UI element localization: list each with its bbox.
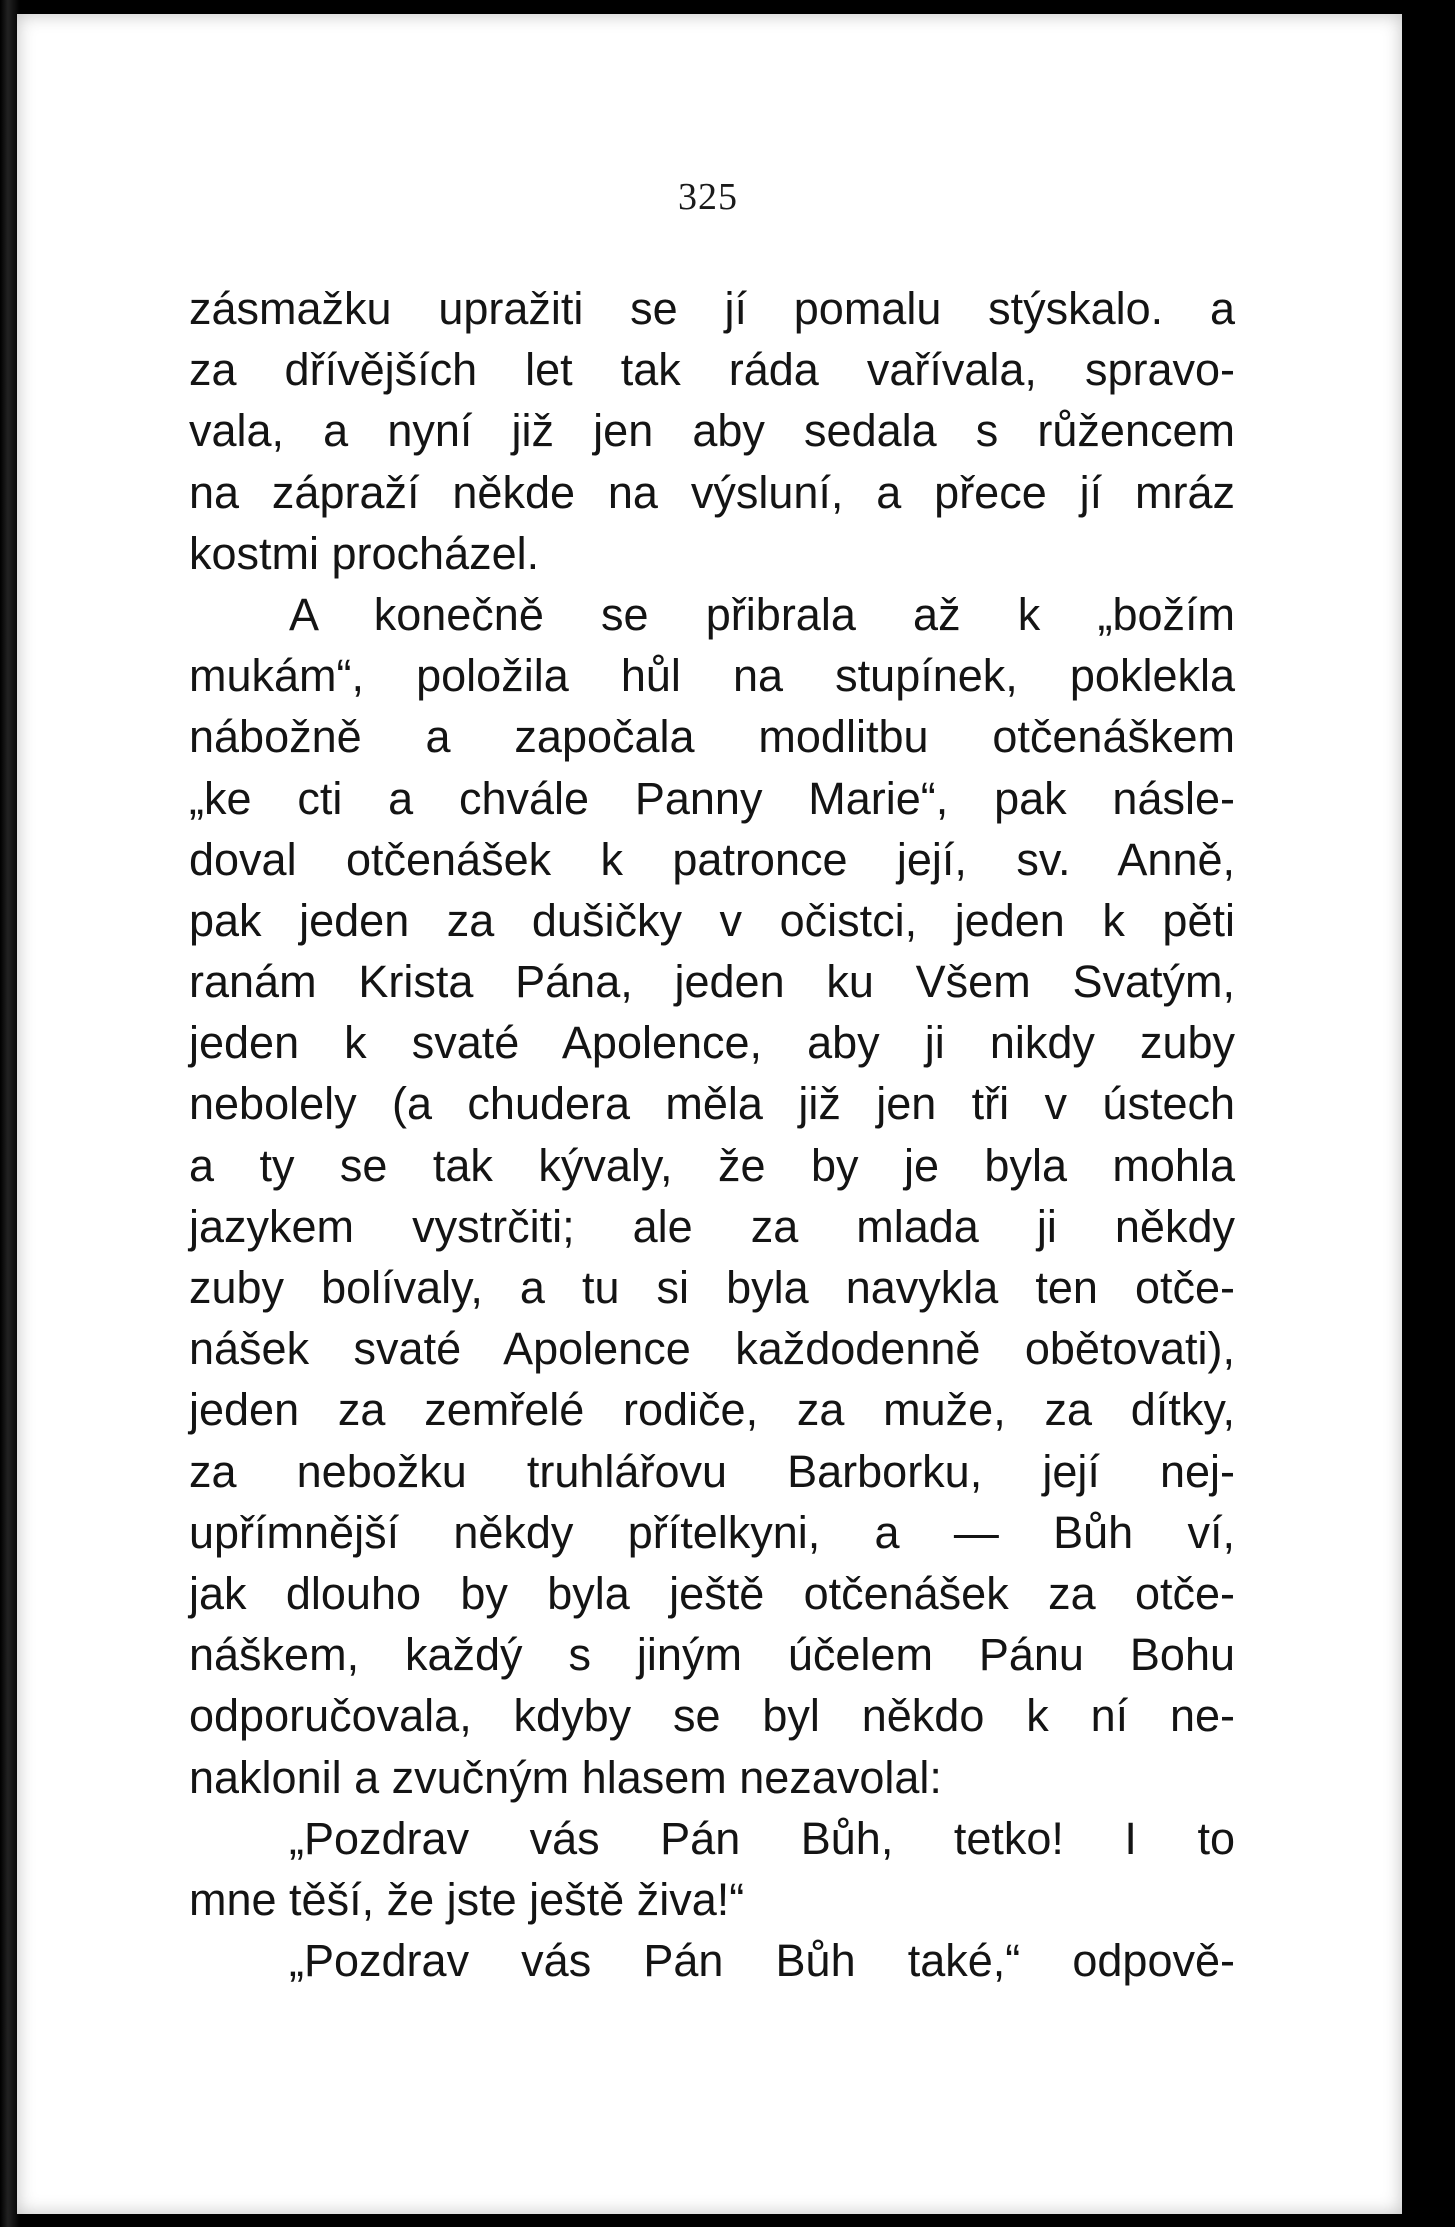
text-line: nášek svaté Apolence každodenně obětovati), (189, 1323, 1235, 1375)
page-number: 325 (678, 176, 738, 218)
text-line: upřímnější někdy přítelkyni, a — Bůh ví, (189, 1506, 1235, 1558)
text-line: mukám“, položila hůl na stupínek, poklekla (189, 650, 1235, 702)
text-line: nebolely (a chudera měla již jen tři v ústech (189, 1078, 1235, 1130)
text-line: jazykem vystrčiti; ale za mlada ji někdy (189, 1200, 1235, 1252)
text-line: zuby bolívaly, a tu si byla navykla ten otče- (189, 1262, 1235, 1313)
text-line: za nebožku truhlářovu Barborku, její nej- (189, 1445, 1235, 1497)
text-line: jak dlouho by byla ještě otčenášek za otče- (189, 1567, 1235, 1619)
text-line: „ke cti a chvále Panny Marie“, pak násle- (189, 772, 1235, 824)
text-line: zásmažku upražiti se jí pomalu stýskalo. a (189, 283, 1235, 334)
text-line: vala, a nyní již jen aby sedala s růžencem (189, 405, 1235, 457)
text-line: na zápraží někde na výsluní, a přece jí mráz (189, 466, 1235, 518)
text-line: za dřívějších let tak ráda vařívala, spravo- (189, 344, 1235, 396)
text-line: jeden za zemřelé rodiče, za muže, za dítky, (189, 1384, 1235, 1436)
text-line: A konečně se přibrala až k „božím (289, 588, 1235, 640)
text-line: odporučovala, kdyby se byl někdo k ní ne- (189, 1690, 1235, 1742)
text-line: náškem, každý s jiným účelem Pánu Bohu (189, 1629, 1235, 1681)
text-line: jeden k svaté Apolence, aby ji nikdy zuby (189, 1017, 1235, 1069)
body-text (189, 278, 1235, 1991)
text-line: a ty se tak kývaly, že by je byla mohla (189, 1139, 1235, 1191)
text-line: mne těší, že jste ještě živa!“ (189, 1873, 745, 1925)
text-line: kostmi procházel. (189, 527, 540, 579)
text-line: doval otčenášek k patronce její, sv. Anně, (189, 833, 1235, 885)
text-line: pak jeden za dušičky v očistci, jeden k pěti (189, 894, 1235, 946)
text-line: „Pozdrav vás Pán Bůh také,“ odpově- (289, 1935, 1235, 1987)
text-line: „Pozdrav vás Pán Bůh, tetko! I to (289, 1812, 1235, 1864)
text-line: ranám Krista Pána, jeden ku Všem Svatým, (189, 956, 1235, 1008)
scan-right-edge (1397, 0, 1455, 2227)
text-line: nábožně a započala modlitbu otčenáškem (189, 711, 1235, 763)
text-line: naklonil a zvučným hlasem nezavolal: (189, 1751, 942, 1803)
